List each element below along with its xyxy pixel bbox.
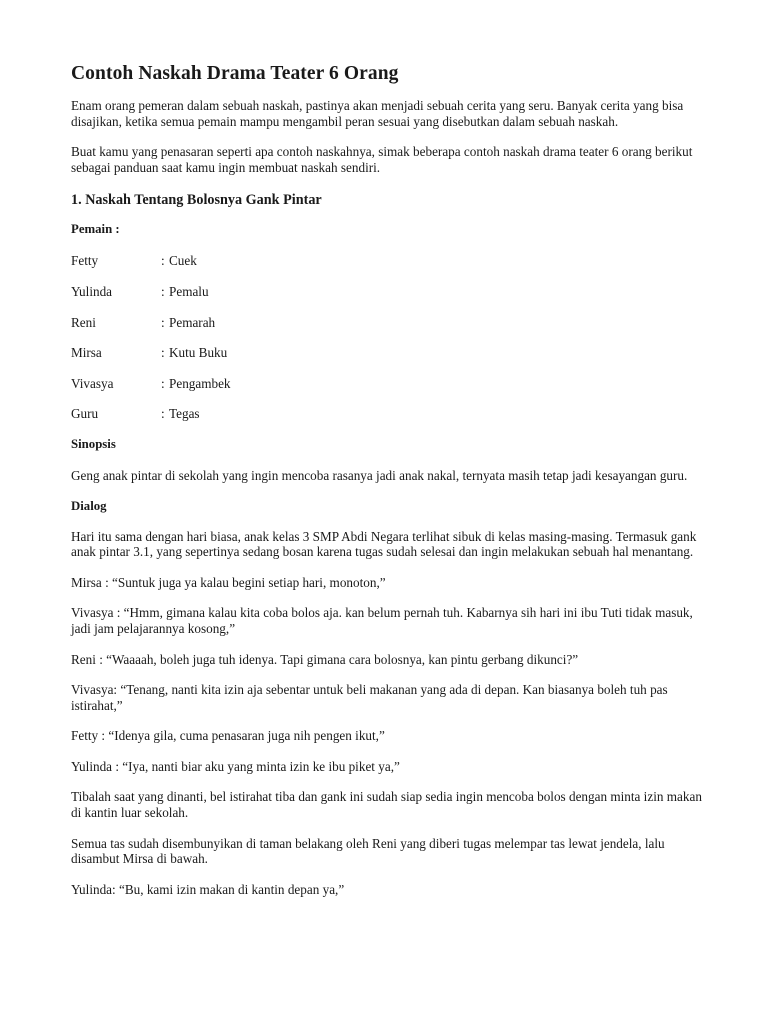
cast-trait: Pemalu bbox=[169, 283, 209, 299]
document-page bbox=[71, 62, 711, 897]
cast-name: Yulinda bbox=[71, 283, 113, 299]
section-heading: 1. Naskah Tentang Bolosnya Gank Pintar bbox=[71, 192, 322, 209]
cast-row bbox=[71, 345, 711, 361]
cast-trait: Pengambek bbox=[169, 375, 231, 391]
cast-label: Pemain : bbox=[71, 222, 120, 237]
cast-row bbox=[71, 406, 711, 422]
dialog-label: Dialog bbox=[71, 498, 107, 513]
dialog-paragraph: Tibalah saat yang dinanti, bel istirahat tiba dan gank ini sudah siap sedia ingin mencoba bolos dengan minta izin makan di kantin luar sekolah. bbox=[71, 789, 702, 821]
cast-separator: : bbox=[161, 283, 165, 299]
dialog-line: Fetty : “Idenya gila, cuma penasaran juga nih pengen ikut,” bbox=[71, 728, 385, 744]
cast-row bbox=[71, 376, 711, 392]
cast-list bbox=[71, 253, 711, 422]
dialog-line: Reni : “Waaaah, boleh juga tuh idenya. Tapi gimana cara bolosnya, kan pintu gerbang dikunci?” bbox=[71, 651, 579, 667]
cast-name: Reni bbox=[71, 314, 96, 330]
cast-separator: : bbox=[161, 375, 165, 391]
cast-name: Vivasya bbox=[71, 375, 114, 391]
dialog-line: Yulinda : “Iya, nanti biar aku yang minta izin ke ibu piket ya,” bbox=[71, 758, 400, 774]
cast-separator: : bbox=[161, 314, 165, 330]
cast-separator: : bbox=[161, 345, 165, 361]
intro-paragraph: Buat kamu yang penasaran seperti apa contoh naskahnya, simak beberapa contoh naskah drama teater 6 orang berikut sebagai panduan saat kamu ingin membuat naskah sendiri. bbox=[71, 144, 693, 175]
cast-separator: : bbox=[161, 406, 165, 422]
cast-name: Guru bbox=[71, 406, 99, 422]
dialog-line: Vivasya: “Tenang, nanti kita izin aja sebentar untuk beli makanan yang ada di depan. Kan biasanya boleh tuh pas istirahat,” bbox=[71, 682, 668, 713]
synopsis-paragraph: Geng anak pintar di sekolah yang ingin mencoba rasanya jadi anak nakal, ternyata masih tetap jadi kesayangan guru. bbox=[71, 467, 688, 483]
cast-trait: Pemarah bbox=[169, 314, 216, 330]
cast-trait: Cuek bbox=[169, 253, 197, 269]
intro-paragraph: Enam orang pemeran dalam sebuah naskah, pastinya akan menjadi sebuah cerita yang seru. Banyak cerita yang bisa disajikan, ketika semua pemain mampu mengambil peran sesuai yang disebutkan dalam sebuah naskah. bbox=[71, 98, 684, 129]
cast-name: Fetty bbox=[71, 253, 99, 269]
dialog-line: Mirsa : “Suntuk juga ya kalau begini setiap hari, monoton,” bbox=[71, 574, 386, 590]
cast-row bbox=[71, 284, 711, 300]
cast-row bbox=[71, 253, 711, 269]
cast-trait: Kutu Buku bbox=[169, 345, 228, 361]
dialog-line: Yulinda: “Bu, kami izin makan di kantin depan ya,” bbox=[71, 881, 345, 897]
dialog-paragraph: Semua tas sudah disembunyikan di taman belakang oleh Reni yang diberi tugas melempar tas lewat jendela, lalu disambut Mirsa di bawah. bbox=[71, 835, 665, 867]
dialog-line: Vivasya : “Hmm, gimana kalau kita coba bolos aja. kan belum pernah tuh. Kabarnya sih hari ini ibu Tuti tidak masuk, jadi jam pelajarannya kosong,” bbox=[71, 605, 693, 636]
cast-trait: Tegas bbox=[169, 406, 200, 422]
page-title: Contoh Naskah Drama Teater 6 Orang bbox=[71, 63, 399, 84]
cast-separator: : bbox=[161, 253, 165, 269]
synopsis-label: Sinopsis bbox=[71, 436, 116, 451]
cast-row bbox=[71, 315, 711, 331]
cast-name: Mirsa bbox=[71, 345, 102, 361]
dialog-paragraph: Hari itu sama dengan hari biasa, anak kelas 3 SMP Abdi Negara terlihat sibuk di kelas masing-masing. Termasuk gank anak pintar 3.1, yang sepertinya sedang bosan karena tugas sudah selesai dan ingin melakukan sebuah hal menantang. bbox=[71, 528, 697, 560]
